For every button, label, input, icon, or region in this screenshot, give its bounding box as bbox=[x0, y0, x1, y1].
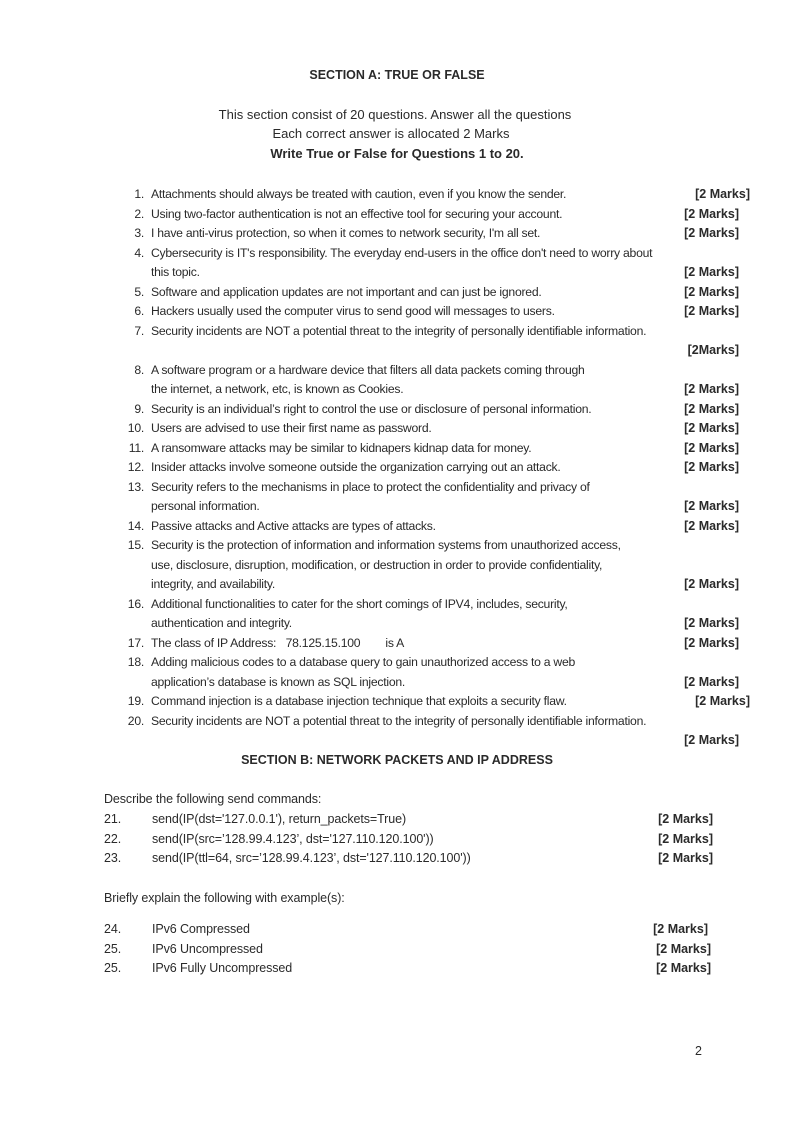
marks-label: [2 Marks] bbox=[684, 577, 739, 591]
question-number: 22. bbox=[104, 831, 122, 846]
question-text: Insider attacks involve someone outside the organization carrying out an attack. bbox=[151, 460, 561, 474]
section-a-intro: This section consist of 20 questions. Answer all the questions bbox=[218, 107, 572, 122]
marks-label: [2 Marks] bbox=[684, 382, 739, 396]
explain-prompt: Briefly explain the following with example(s): bbox=[104, 891, 345, 905]
marks-label: [2 Marks] bbox=[656, 941, 711, 956]
marks-label: [2 Marks] bbox=[684, 616, 739, 630]
question-text: A ransomware attacks may be similar to kidnapers kidnap data for money. bbox=[151, 440, 532, 455]
question-text: Software and application updates are not important and can just be ignored. bbox=[151, 284, 542, 299]
question-text: Cybersecurity is IT's responsibility. The everyday end-users in the office don't need to worry about bbox=[151, 245, 653, 260]
marks-label: [2 Marks] bbox=[695, 694, 750, 708]
question-text: Adding malicious codes to a database query to gain unauthorized access to a web bbox=[151, 655, 576, 669]
marks-label: [2 Marks] bbox=[684, 206, 739, 221]
marks-label: [2 Marks] bbox=[695, 187, 750, 201]
question-number: 19. bbox=[127, 694, 144, 708]
question-number: 5. bbox=[134, 284, 144, 299]
question-text: Security is the protection of information and information systems from unauthorized access, bbox=[151, 538, 621, 552]
marks-label: [2 Marks] bbox=[684, 460, 739, 474]
marks-label: [2 Marks] bbox=[684, 284, 739, 299]
question-text: this topic. bbox=[151, 265, 200, 279]
question-text: Hackers usually used the computer virus to send good will messages to users. bbox=[151, 304, 555, 318]
question-text: personal information. bbox=[151, 499, 260, 513]
question-number: 12. bbox=[127, 460, 144, 474]
ipv6-topic: IPv6 Fully Uncompressed bbox=[152, 961, 293, 975]
question-number: 3. bbox=[134, 226, 144, 240]
question-text: the internet, a network, etc, is known as Cookies. bbox=[151, 382, 404, 396]
section-a-title: SECTION A: TRUE OR FALSE bbox=[309, 68, 485, 82]
marks-label: [2Marks] bbox=[687, 343, 739, 357]
section-a-instruction: Write True or False for Questions 1 to 20. bbox=[270, 146, 524, 161]
marks-label: [2 Marks] bbox=[684, 635, 739, 650]
question-number: 1. bbox=[134, 187, 144, 201]
page-number: 2 bbox=[695, 1044, 702, 1058]
question-number: 24. bbox=[104, 922, 122, 936]
question-number: 17. bbox=[127, 635, 144, 650]
marks-label: [2 Marks] bbox=[684, 226, 739, 240]
question-number: 15. bbox=[127, 538, 144, 552]
marks-label: [2 Marks] bbox=[684, 304, 739, 318]
marks-label: [2 Marks] bbox=[684, 499, 739, 513]
question-text: Security refers to the mechanisms in place to protect the confidentiality and privacy of bbox=[151, 479, 590, 494]
question-number: 2. bbox=[134, 206, 144, 221]
question-number: 20. bbox=[127, 713, 144, 728]
marks-label: [2 Marks] bbox=[684, 401, 739, 416]
question-text: I have anti-virus protection, so when it comes to network security, I'm all set. bbox=[151, 226, 541, 240]
question-number: 6. bbox=[134, 304, 144, 318]
ipv6-topic: IPv6 Uncompressed bbox=[152, 941, 263, 956]
section-a-marks-note: Each correct answer is allocated 2 Marks bbox=[272, 126, 510, 141]
question-number: 16. bbox=[127, 596, 144, 611]
question-number: 11. bbox=[128, 440, 144, 455]
question-number: 7. bbox=[134, 323, 144, 338]
marks-label: [2 Marks] bbox=[684, 265, 739, 279]
ipv6-topic: IPv6 Compressed bbox=[152, 922, 250, 936]
question-number: 25. bbox=[104, 961, 122, 975]
question-text: Attachments should always be treated with caution, even if you know the sender. bbox=[151, 187, 567, 201]
send-command: send(IP(ttl=64, src=’128.99.4.123’, dst='127.110.120.100')) bbox=[152, 851, 471, 865]
describe-prompt: Describe the following send commands: bbox=[104, 792, 322, 806]
question-text: A software program or a hardware device that filters all data packets coming through bbox=[151, 362, 585, 377]
question-text: Additional functionalities to cater for the short comings of IPV4, includes, security, bbox=[151, 596, 568, 611]
question-text: Command injection is a database injection technique that exploits a security flaw. bbox=[151, 694, 567, 708]
send-command: send(IP(src=’128.99.4.123’, dst='127.110.120.100')) bbox=[152, 831, 434, 846]
marks-label: [2 Marks] bbox=[684, 518, 739, 533]
marks-label: [2 Marks] bbox=[658, 851, 713, 865]
question-text: authentication and integrity. bbox=[151, 616, 292, 630]
question-number: 14. bbox=[127, 518, 144, 533]
section-b-title: SECTION B: NETWORK PACKETS AND IP ADDRESS bbox=[241, 753, 553, 767]
question-text: application’s database is known as SQL injection. bbox=[151, 674, 406, 689]
send-command: send(IP(dst='127.0.0.1'), return_packets=True) bbox=[152, 812, 407, 826]
question-text: Security incidents are NOT a potential threat to the integrity of personally identifiable information. bbox=[151, 713, 647, 728]
question-number: 9. bbox=[134, 401, 144, 416]
question-number: 25. bbox=[104, 941, 122, 956]
marks-label: [2 Marks] bbox=[684, 674, 739, 689]
marks-label: [2 Marks] bbox=[684, 421, 739, 435]
question-number: 23. bbox=[104, 851, 122, 865]
question-text: use, disclosure, disruption, modification, or destruction in order to provide confidentiality, bbox=[151, 557, 603, 572]
question-text: Using two-factor authentication is not an effective tool for securing your account. bbox=[151, 206, 563, 221]
question-number: 18. bbox=[127, 655, 144, 669]
question-text: integrity, and availability. bbox=[151, 577, 275, 591]
marks-label: [2 Marks] bbox=[656, 961, 711, 975]
question-text: The class of IP Address: 78.125.15.100 is A bbox=[151, 635, 405, 650]
marks-label: [2 Marks] bbox=[684, 733, 739, 747]
question-number: 10. bbox=[127, 421, 144, 435]
question-text: Passive attacks and Active attacks are types of attacks. bbox=[151, 518, 436, 533]
question-text: Security incidents are NOT a potential threat to the integrity of personally identifiable information. bbox=[151, 323, 647, 338]
question-text: Users are advised to use their first name as password. bbox=[151, 421, 432, 435]
question-number: 13. bbox=[127, 479, 144, 494]
marks-label: [2 Marks] bbox=[658, 831, 713, 846]
question-text: Security is an individual’s right to control the use or disclosure of personal information. bbox=[151, 401, 592, 416]
marks-label: [2 Marks] bbox=[653, 922, 708, 936]
question-number: 8. bbox=[134, 362, 144, 377]
question-number: 21. bbox=[104, 812, 122, 826]
marks-label: [2 Marks] bbox=[684, 440, 739, 455]
question-number: 4. bbox=[134, 245, 144, 260]
marks-label: [2 Marks] bbox=[658, 812, 713, 826]
